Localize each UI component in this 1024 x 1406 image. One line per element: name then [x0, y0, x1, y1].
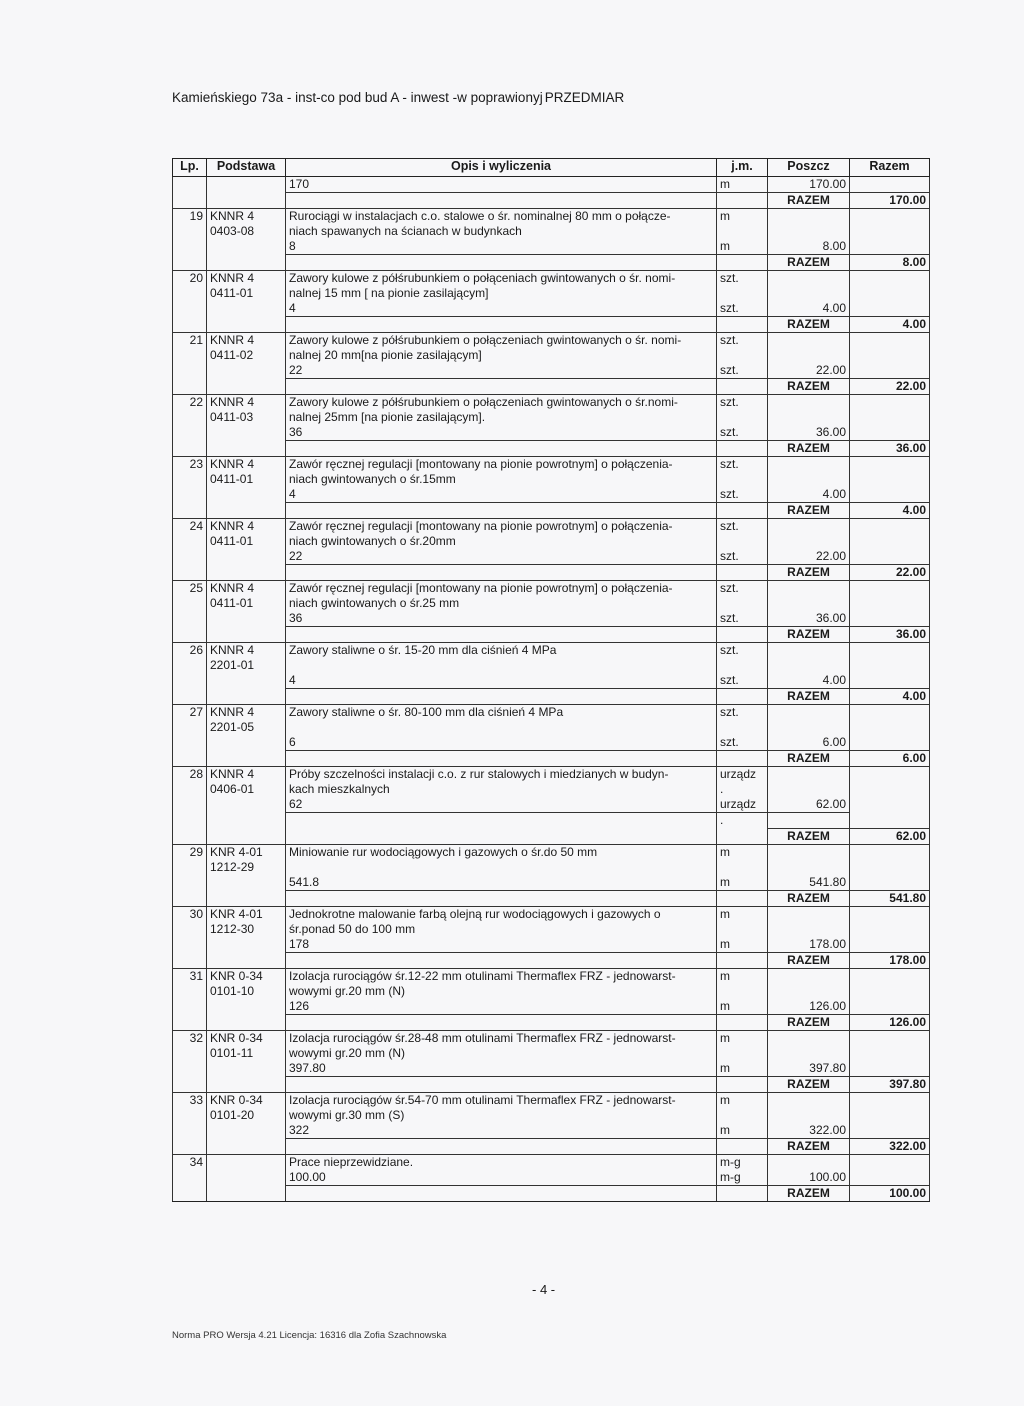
razem-value: 541.80	[850, 890, 930, 906]
razem-label: RAZEM	[768, 317, 850, 333]
item-lp: 22	[173, 395, 207, 411]
item-qty: 178.00	[768, 937, 850, 953]
razem-label: RAZEM	[768, 1185, 850, 1201]
item-razem-row	[173, 828, 930, 844]
item-qty-row	[173, 239, 930, 255]
item-podstawa-number: 0411-01	[207, 472, 286, 487]
item-lp: 28	[173, 767, 207, 783]
item-unit-continued	[717, 224, 768, 239]
item-description-line: niach gwintowanych o śr.15mm	[286, 472, 717, 487]
item-description-line: niach spawanych na ścianach w budynkach	[286, 224, 717, 239]
razem-value: 22.00	[850, 379, 930, 395]
razem-value: 36.00	[850, 627, 930, 643]
item-unit: szt.	[717, 643, 768, 659]
item-podstawa-code: KNR 0-34	[207, 1092, 286, 1108]
item-razem-row	[173, 503, 930, 519]
item-description-line: Miniowanie rur wodociągowych i gazowych o śr.do 50 mm	[286, 844, 717, 860]
item-qty-unit-continued-row	[173, 813, 930, 829]
razem-label: RAZEM	[768, 193, 850, 209]
item-qty-text: 541.8	[286, 875, 717, 891]
item-podstawa-code: KNNR 4	[207, 271, 286, 287]
item-qty-text: 22	[286, 363, 717, 379]
item-podstawa-number: 2201-05	[207, 720, 286, 735]
item-razem-row	[173, 627, 930, 643]
item-qty: 62.00	[768, 797, 850, 813]
col-header-opis: Opis i wyliczenia	[286, 159, 717, 177]
item-unit: szt.	[717, 271, 768, 287]
table-header-row	[173, 159, 930, 177]
item-unit-continued: .	[717, 782, 768, 797]
item-row-continued	[173, 922, 930, 937]
item-qty: 22.00	[768, 549, 850, 565]
item-row-continued	[173, 658, 930, 673]
item-unit: szt.	[717, 519, 768, 535]
item-description-line: Zawory staliwne o śr. 80-100 mm dla ciśnień 4 MPa	[286, 705, 717, 721]
item-description-line: Izolacja rurociągów śr.28-48 mm otulinami Thermaflex FRZ - jednowarst-	[286, 1030, 717, 1046]
item-unit: m	[717, 1092, 768, 1108]
item-unit-continued	[717, 348, 768, 363]
item-description-line: nalnej 25mm [na pionie zasilającym].	[286, 410, 717, 425]
item-lp: 31	[173, 968, 207, 984]
item-unit: m	[717, 906, 768, 922]
item-description-line: Próby szczelności instalacji c.o. z rur stalowych i miedzianych w budyn-	[286, 767, 717, 783]
razem-value: 178.00	[850, 952, 930, 968]
item-podstawa-number: 0406-01	[207, 782, 286, 797]
item-razem-row	[173, 952, 930, 968]
item-podstawa-code: KNNR 4	[207, 767, 286, 783]
item-description-line: Izolacja rurociągów śr.54-70 mm otulinami Thermaflex FRZ - jednowarst-	[286, 1092, 717, 1108]
item-razem-row	[173, 751, 930, 767]
page-header	[172, 90, 624, 105]
razem-value: 36.00	[850, 441, 930, 457]
item-description-line: Zawory kulowe z półśrubunkiem o połączeniach gwintowanych o śr. nomi-	[286, 333, 717, 349]
item-qty-row	[173, 549, 930, 565]
item-lp: 32	[173, 1030, 207, 1046]
item-description-line: nalnej 15 mm [ na pionie zasilającym]	[286, 286, 717, 301]
item-unit-continued	[717, 472, 768, 487]
item-description-line: Prace nieprzewidziane.	[286, 1154, 717, 1170]
item-qty-unit: szt.	[717, 363, 768, 379]
razem-label: RAZEM	[768, 627, 850, 643]
razem-label: RAZEM	[768, 565, 850, 581]
razem-label: RAZEM	[768, 379, 850, 395]
col-header-poszcz: Poszcz	[768, 159, 850, 177]
item-qty-row	[173, 487, 930, 503]
item-qty-row	[173, 797, 930, 813]
item-row-continued	[173, 984, 930, 999]
item-description-line: Zawory kulowe z półśrubunkiem o połąceniach gwintowanych o śr. nomi-	[286, 271, 717, 287]
item-podstawa-number: 0411-01	[207, 534, 286, 549]
item-qty-row	[173, 937, 930, 953]
item-qty-text: 62	[286, 797, 717, 813]
item-description-line: śr.ponad 50 do 100 mm	[286, 922, 717, 937]
item-unit: m	[717, 1030, 768, 1046]
item-row	[173, 395, 930, 411]
item-unit-continued	[717, 860, 768, 875]
item-qty-text: 36	[286, 611, 717, 627]
item-qty-unit: szt.	[717, 673, 768, 689]
item-qty-unit: szt.	[717, 735, 768, 751]
item-qty-unit: szt.	[717, 425, 768, 441]
item-qty-text: 8	[286, 239, 717, 255]
razem-label: RAZEM	[768, 1076, 850, 1092]
item-podstawa-code: KNR 4-01	[207, 844, 286, 860]
item-description-line: Zawór ręcznej regulacji [montowany na pionie powrotnym] o połączenia-	[286, 457, 717, 473]
razem-value: 397.80	[850, 1076, 930, 1092]
item-row-continued	[173, 348, 930, 363]
item-unit: m	[717, 844, 768, 860]
item-lp: 26	[173, 643, 207, 659]
razem-value: 22.00	[850, 565, 930, 581]
item-qty-unit: m-g	[717, 1170, 768, 1186]
software-license-note: Norma PRO Wersja 4.21 Licencja: 16316 dla Zofia Szachnowska	[172, 1330, 447, 1341]
item-qty: 4.00	[768, 301, 850, 317]
item-podstawa-code: KNR 0-34	[207, 1030, 286, 1046]
item-qty-row	[173, 875, 930, 891]
item-unit-continued	[717, 984, 768, 999]
razem-label: RAZEM	[768, 1138, 850, 1154]
item-description-line: niach gwintowanych o śr.20mm	[286, 534, 717, 549]
item-row-continued	[173, 410, 930, 425]
item-qty-unit: urządz	[717, 797, 768, 813]
item-description-line: Zawór ręcznej regulacji [montowany na pionie powrotnym] o połączenia-	[286, 581, 717, 597]
item-razem-row	[173, 255, 930, 271]
item-row	[173, 333, 930, 349]
item-row	[173, 643, 930, 659]
header-title: Kamieńskiego 73a - inst-co pod bud A - inwest -w poprawionyj	[172, 90, 543, 105]
item-description-line: niach gwintowanych o śr.25 mm	[286, 596, 717, 611]
razem-value: 4.00	[850, 689, 930, 705]
continuation-qty-text: 170	[286, 177, 717, 193]
item-unit: szt.	[717, 581, 768, 597]
razem-label: RAZEM	[768, 503, 850, 519]
item-unit-continued	[717, 534, 768, 549]
item-lp: 21	[173, 333, 207, 349]
item-lp: 25	[173, 581, 207, 597]
item-row	[173, 767, 930, 783]
item-qty-unit: m	[717, 1061, 768, 1077]
item-podstawa-code: KNR 0-34	[207, 968, 286, 984]
item-row-continued	[173, 472, 930, 487]
item-podstawa-number: 0411-03	[207, 410, 286, 425]
item-qty: 4.00	[768, 673, 850, 689]
table-body	[173, 177, 930, 1202]
item-row-continued	[173, 1108, 930, 1123]
razem-label: RAZEM	[768, 441, 850, 457]
item-podstawa-code: KNNR 4	[207, 333, 286, 349]
item-unit-continued	[717, 596, 768, 611]
item-podstawa-code	[207, 1154, 286, 1170]
item-podstawa-number: 0403-08	[207, 224, 286, 239]
item-podstawa-code: KNR 4-01	[207, 906, 286, 922]
item-description-line: nalnej 20 mm[na pionie zasilającym]	[286, 348, 717, 363]
item-qty-row	[173, 735, 930, 751]
item-unit-continued	[717, 410, 768, 425]
razem-label: RAZEM	[768, 828, 850, 844]
item-razem-row	[173, 565, 930, 581]
item-row-continued	[173, 286, 930, 301]
item-unit-continued	[717, 1108, 768, 1123]
item-row	[173, 271, 930, 287]
item-description-line: Zawory staliwne o śr. 15-20 mm dla ciśnień 4 MPa	[286, 643, 717, 659]
item-qty: 36.00	[768, 425, 850, 441]
item-description-line: Rurociągi w instalacjach c.o. stalowe o śr. nominalnej 80 mm o połącze-	[286, 209, 717, 225]
item-row	[173, 906, 930, 922]
item-description-line: Zawór ręcznej regulacji [montowany na pionie powrotnym] o połączenia-	[286, 519, 717, 535]
item-unit: szt.	[717, 395, 768, 411]
item-qty-row	[173, 1170, 930, 1186]
item-unit: m	[717, 209, 768, 225]
item-row	[173, 705, 930, 721]
item-unit: szt.	[717, 705, 768, 721]
item-lp: 29	[173, 844, 207, 860]
item-description-line	[286, 658, 717, 673]
item-podstawa-number: 1212-29	[207, 860, 286, 875]
item-row	[173, 209, 930, 225]
razem-value: 322.00	[850, 1138, 930, 1154]
item-qty-unit: m	[717, 937, 768, 953]
item-podstawa-number: 2201-01	[207, 658, 286, 673]
item-qty-unit-continued: .	[717, 813, 768, 829]
item-description-line: wowymi gr.20 mm (N)	[286, 1046, 717, 1061]
item-description-line: Izolacja rurociągów śr.12-22 mm otulinami Thermaflex FRZ - jednowarst-	[286, 968, 717, 984]
item-unit-continued	[717, 658, 768, 673]
item-unit: szt.	[717, 333, 768, 349]
item-qty-unit: szt.	[717, 611, 768, 627]
item-qty-row	[173, 673, 930, 689]
item-row	[173, 1154, 930, 1170]
item-qty-unit: m	[717, 875, 768, 891]
item-razem-row	[173, 689, 930, 705]
item-description-line: wowymi gr.20 mm (N)	[286, 984, 717, 999]
item-podstawa-code: KNNR 4	[207, 643, 286, 659]
item-podstawa-code: KNNR 4	[207, 395, 286, 411]
item-qty: 100.00	[768, 1170, 850, 1186]
item-qty-unit: szt.	[717, 301, 768, 317]
item-unit: szt.	[717, 457, 768, 473]
item-unit: m	[717, 968, 768, 984]
item-qty-text: 4	[286, 301, 717, 317]
item-qty: 322.00	[768, 1123, 850, 1139]
item-qty-unit: m	[717, 999, 768, 1015]
item-qty: 8.00	[768, 239, 850, 255]
razem-value: 126.00	[850, 1014, 930, 1030]
item-razem-row	[173, 441, 930, 457]
item-lp: 33	[173, 1092, 207, 1108]
item-qty: 397.80	[768, 1061, 850, 1077]
razem-label: RAZEM	[768, 890, 850, 906]
item-qty-text: 322	[286, 1123, 717, 1139]
item-qty-text: 4	[286, 673, 717, 689]
col-header-razem: Razem	[850, 159, 930, 177]
item-qty-unit: szt.	[717, 549, 768, 565]
item-podstawa-number: 0101-10	[207, 984, 286, 999]
item-podstawa-number: 0101-11	[207, 1046, 286, 1061]
razem-label: RAZEM	[768, 751, 850, 767]
item-unit-continued	[717, 922, 768, 937]
item-qty-unit: m	[717, 239, 768, 255]
item-podstawa-number: 0411-02	[207, 348, 286, 363]
item-qty: 126.00	[768, 999, 850, 1015]
item-razem-row	[173, 317, 930, 333]
item-qty: 541.80	[768, 875, 850, 891]
item-razem-row	[173, 1138, 930, 1154]
item-qty-row	[173, 301, 930, 317]
razem-value: 170.00	[850, 193, 930, 209]
item-podstawa-code: KNNR 4	[207, 457, 286, 473]
cost-estimate-table	[172, 158, 930, 1202]
razem-value: 100.00	[850, 1185, 930, 1201]
col-header-jm: j.m.	[717, 159, 768, 177]
item-lp: 24	[173, 519, 207, 535]
col-header-podstawa: Podstawa	[207, 159, 286, 177]
item-podstawa-number: 0411-01	[207, 286, 286, 301]
item-row	[173, 968, 930, 984]
item-row-continued	[173, 534, 930, 549]
continuation-razem-row	[173, 193, 930, 209]
item-lp: 27	[173, 705, 207, 721]
item-unit: urządz	[717, 767, 768, 783]
item-qty: 6.00	[768, 735, 850, 751]
item-qty: 22.00	[768, 363, 850, 379]
item-description-line: Zawory kulowe z półśrubunkiem o połączeniach gwintowanych o śr.nomi-	[286, 395, 717, 411]
item-razem-row	[173, 1076, 930, 1092]
item-lp: 20	[173, 271, 207, 287]
razem-value: 6.00	[850, 751, 930, 767]
item-lp: 23	[173, 457, 207, 473]
continuation-qty: 170.00	[768, 177, 850, 193]
item-row-continued	[173, 782, 930, 797]
header-document-type: PRZEDMIAR	[544, 90, 625, 105]
item-razem-row	[173, 890, 930, 906]
razem-value: 4.00	[850, 317, 930, 333]
razem-value: 62.00	[850, 828, 930, 844]
item-qty-text: 6	[286, 735, 717, 751]
item-qty-text: 36	[286, 425, 717, 441]
continuation-qty-row	[173, 177, 930, 193]
item-qty-text: 22	[286, 549, 717, 565]
item-lp: 19	[173, 209, 207, 225]
item-qty-text: 100.00	[286, 1170, 717, 1186]
item-row-continued	[173, 596, 930, 611]
razem-label: RAZEM	[768, 689, 850, 705]
item-qty: 4.00	[768, 487, 850, 503]
item-description-line	[286, 720, 717, 735]
item-qty-row	[173, 1123, 930, 1139]
item-qty-row	[173, 425, 930, 441]
item-razem-row	[173, 379, 930, 395]
continuation-unit: m	[717, 177, 768, 193]
item-row-continued	[173, 1046, 930, 1061]
item-unit-continued	[717, 286, 768, 301]
item-row-continued	[173, 224, 930, 239]
item-row	[173, 581, 930, 597]
item-qty-row	[173, 999, 930, 1015]
page-number: - 4 -	[532, 1282, 556, 1297]
item-description-line: wowymi gr.30 mm (S)	[286, 1108, 717, 1123]
razem-label: RAZEM	[768, 952, 850, 968]
item-qty-row	[173, 1061, 930, 1077]
item-qty-text: 4	[286, 487, 717, 503]
item-qty: 36.00	[768, 611, 850, 627]
item-description-line: Jednokrotne malowanie farbą olejną rur wodociągowych i gazowych o	[286, 906, 717, 922]
item-qty-text: 397.80	[286, 1061, 717, 1077]
item-unit-continued	[717, 1046, 768, 1061]
razem-value: 8.00	[850, 255, 930, 271]
item-podstawa-number: 0411-01	[207, 596, 286, 611]
item-row	[173, 519, 930, 535]
item-qty-text: 178	[286, 937, 717, 953]
item-podstawa-code: KNNR 4	[207, 705, 286, 721]
item-qty-row	[173, 363, 930, 379]
item-lp: 34	[173, 1154, 207, 1170]
item-row	[173, 1092, 930, 1108]
item-qty-row	[173, 611, 930, 627]
item-podstawa-number: 0101-20	[207, 1108, 286, 1123]
item-description-line	[286, 860, 717, 875]
razem-value: 4.00	[850, 503, 930, 519]
item-podstawa-code: KNNR 4	[207, 519, 286, 535]
item-qty-unit: m	[717, 1123, 768, 1139]
item-qty-text: 126	[286, 999, 717, 1015]
col-header-lp: Lp.	[173, 159, 207, 177]
razem-label: RAZEM	[768, 1014, 850, 1030]
item-row	[173, 457, 930, 473]
item-qty-unit: szt.	[717, 487, 768, 503]
item-razem-row	[173, 1014, 930, 1030]
item-row-continued	[173, 860, 930, 875]
item-row	[173, 844, 930, 860]
item-podstawa-code: KNNR 4	[207, 209, 286, 225]
item-podstawa-number: 1212-30	[207, 922, 286, 937]
item-unit-continued	[717, 720, 768, 735]
item-row	[173, 1030, 930, 1046]
item-unit: m-g	[717, 1154, 768, 1170]
item-lp: 30	[173, 906, 207, 922]
item-description-line: kach mieszkalnych	[286, 782, 717, 797]
razem-label: RAZEM	[768, 255, 850, 271]
item-row-continued	[173, 720, 930, 735]
item-razem-row	[173, 1185, 930, 1201]
item-podstawa-code: KNNR 4	[207, 581, 286, 597]
